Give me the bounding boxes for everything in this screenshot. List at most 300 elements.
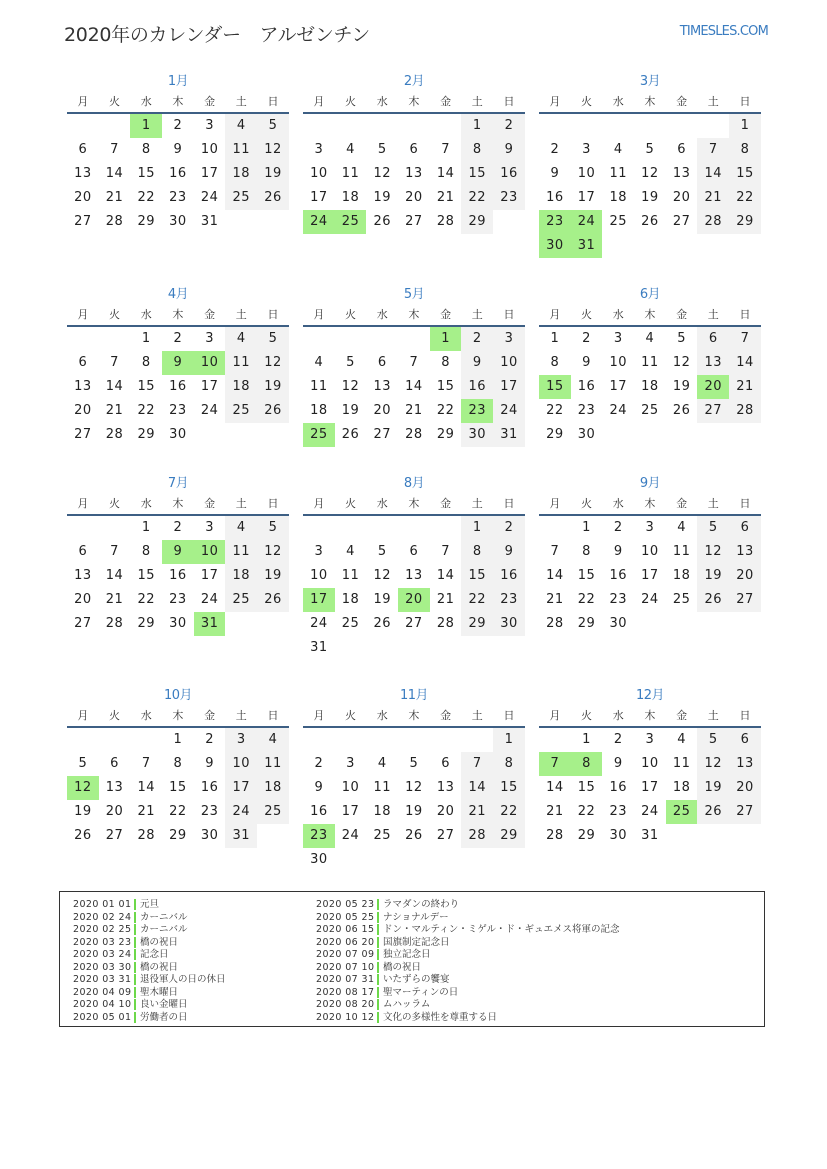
day-cell[interactable]: 23 [303,824,335,848]
day-cell[interactable]: 18 [672,780,691,795]
day-cell[interactable]: 28 [405,427,423,442]
day-cell[interactable]: 17 [310,190,328,205]
day-cell[interactable]: 9 [162,540,194,564]
day-cell[interactable]: 13 [74,568,92,583]
day-cell[interactable]: 15 [137,379,155,394]
day-cell[interactable]: 13 [729,752,761,776]
day-cell[interactable]: 8 [141,142,151,157]
day-cell[interactable]: 2 [173,331,183,346]
day-cell[interactable]: 30 [539,234,571,258]
day-cell[interactable]: 1 [550,331,560,346]
day-cell[interactable]: 4 [613,142,623,157]
day-cell[interactable]: 27 [74,616,92,631]
day-cell[interactable]: 6 [729,728,761,752]
day-cell[interactable]: 15 [461,564,493,588]
day-cell[interactable]: 8 [493,752,525,776]
day-cell[interactable]: 22 [461,186,493,210]
day-cell[interactable]: 5 [257,327,289,351]
day-cell[interactable]: 14 [461,776,493,800]
day-cell[interactable]: 18 [672,568,691,583]
day-cell[interactable]: 17 [303,588,335,612]
day-cell[interactable]: 3 [493,327,525,351]
day-cell[interactable]: 14 [105,568,124,583]
day-cell[interactable]: 7 [441,544,450,559]
day-cell[interactable]: 23 [577,403,596,418]
day-cell[interactable]: 16 [493,162,525,186]
day-cell[interactable]: 14 [697,162,729,186]
day-cell[interactable]: 3 [613,331,623,346]
day-cell[interactable]: 2 [582,331,591,346]
day-cell[interactable]: 10 [493,351,525,375]
day-cell[interactable]: 29 [461,612,493,636]
day-cell[interactable]: 25 [303,423,335,447]
day-cell[interactable]: 16 [493,564,525,588]
day-cell[interactable]: 19 [641,190,659,205]
day-cell[interactable]: 8 [461,138,493,162]
day-cell[interactable]: 11 [225,540,257,564]
day-cell[interactable]: 18 [257,776,289,800]
day-cell[interactable]: 18 [609,190,627,205]
day-cell[interactable]: 1 [173,732,183,747]
day-cell[interactable]: 11 [310,379,328,394]
day-cell[interactable]: 17 [609,379,627,394]
day-cell[interactable]: 31 [310,640,328,655]
day-cell[interactable]: 16 [200,780,219,795]
day-cell[interactable]: 31 [493,423,525,447]
day-cell[interactable]: 28 [105,214,124,229]
day-cell[interactable]: 21 [105,592,124,607]
day-cell[interactable]: 9 [461,351,493,375]
day-cell[interactable]: 26 [74,828,92,843]
day-cell[interactable]: 11 [373,780,391,795]
day-cell[interactable]: 20 [729,564,761,588]
day-cell[interactable]: 5 [697,728,729,752]
day-cell[interactable]: 6 [78,355,88,370]
day-cell[interactable]: 20 [105,804,124,819]
day-cell[interactable]: 18 [641,379,659,394]
day-cell[interactable]: 28 [697,210,729,234]
day-cell[interactable]: 30 [609,828,627,843]
day-cell[interactable]: 4 [225,327,257,351]
day-cell[interactable]: 9 [582,355,591,370]
day-cell[interactable]: 1 [729,114,761,138]
day-cell[interactable]: 10 [225,752,257,776]
day-cell[interactable]: 8 [571,752,603,776]
day-cell[interactable]: 14 [105,166,124,181]
day-cell[interactable]: 6 [441,756,450,771]
day-cell[interactable]: 19 [697,776,729,800]
day-cell[interactable]: 29 [546,427,564,442]
day-cell[interactable]: 15 [539,375,571,399]
day-cell[interactable]: 30 [169,427,187,442]
day-cell[interactable]: 26 [672,403,691,418]
day-cell[interactable]: 19 [257,564,289,588]
day-cell[interactable]: 1 [430,327,462,351]
day-cell[interactable]: 5 [409,756,419,771]
day-cell[interactable]: 1 [582,520,591,535]
day-cell[interactable]: 14 [137,780,155,795]
day-cell[interactable]: 21 [436,190,455,205]
day-cell[interactable]: 9 [205,756,214,771]
day-cell[interactable]: 5 [257,516,289,540]
day-cell[interactable]: 27 [436,828,455,843]
day-cell[interactable]: 23 [493,186,525,210]
day-cell[interactable]: 25 [641,403,659,418]
day-cell[interactable]: 25 [225,399,257,423]
day-cell[interactable]: 15 [729,162,761,186]
day-cell[interactable]: 27 [405,616,423,631]
day-cell[interactable]: 20 [373,403,391,418]
day-cell[interactable]: 3 [314,544,324,559]
day-cell[interactable]: 8 [582,544,591,559]
day-cell[interactable]: 11 [341,568,360,583]
day-cell[interactable]: 19 [257,375,289,399]
day-cell[interactable]: 31 [571,234,603,258]
day-cell[interactable]: 8 [173,756,183,771]
day-cell[interactable]: 4 [314,355,324,370]
day-cell[interactable]: 20 [74,592,92,607]
day-cell[interactable]: 13 [74,379,92,394]
day-cell[interactable]: 3 [225,728,257,752]
day-cell[interactable]: 25 [609,214,627,229]
day-cell[interactable]: 18 [341,592,360,607]
day-cell[interactable]: 11 [672,756,691,771]
day-cell[interactable]: 10 [310,166,328,181]
day-cell[interactable]: 22 [137,592,155,607]
day-cell[interactable]: 27 [729,800,761,824]
day-cell[interactable]: 26 [641,214,659,229]
day-cell[interactable]: 15 [169,780,187,795]
day-cell[interactable]: 6 [409,142,419,157]
day-cell[interactable]: 7 [697,138,729,162]
day-cell[interactable]: 28 [137,828,155,843]
day-cell[interactable]: 8 [141,355,151,370]
day-cell[interactable]: 22 [137,190,155,205]
day-cell[interactable]: 28 [729,399,761,423]
day-cell[interactable]: 12 [405,780,423,795]
day-cell[interactable]: 4 [257,728,289,752]
day-cell[interactable]: 2 [613,732,623,747]
day-cell[interactable]: 25 [225,186,257,210]
day-cell[interactable]: 12 [697,540,729,564]
day-cell[interactable]: 9 [613,544,623,559]
day-cell[interactable]: 2 [613,520,623,535]
day-cell[interactable]: 5 [377,142,387,157]
day-cell[interactable]: 23 [609,804,627,819]
day-cell[interactable]: 5 [377,544,387,559]
day-cell[interactable]: 19 [373,190,391,205]
day-cell[interactable]: 18 [225,162,257,186]
day-cell[interactable]: 4 [645,331,655,346]
day-cell[interactable]: 9 [550,166,560,181]
day-cell[interactable]: 2 [493,516,525,540]
day-cell[interactable]: 4 [225,516,257,540]
day-cell[interactable]: 8 [141,544,151,559]
day-cell[interactable]: 21 [405,403,423,418]
day-cell[interactable]: 25 [225,588,257,612]
day-cell[interactable]: 7 [550,544,560,559]
day-cell[interactable]: 11 [257,752,289,776]
day-cell[interactable]: 7 [110,142,119,157]
day-cell[interactable]: 11 [641,355,659,370]
day-cell[interactable]: 14 [436,568,455,583]
day-cell[interactable]: 25 [257,800,289,824]
day-cell[interactable]: 30 [169,214,187,229]
day-cell[interactable]: 26 [257,399,289,423]
day-cell[interactable]: 15 [577,780,596,795]
day-cell[interactable]: 14 [105,379,124,394]
day-cell[interactable]: 28 [546,616,564,631]
day-cell[interactable]: 1 [141,520,151,535]
day-cell[interactable]: 24 [303,210,335,234]
day-cell[interactable]: 16 [577,379,596,394]
day-cell[interactable]: 15 [461,162,493,186]
day-cell[interactable]: 22 [137,403,155,418]
day-cell[interactable]: 21 [729,375,761,399]
day-cell[interactable]: 17 [200,568,219,583]
day-cell[interactable]: 24 [641,592,659,607]
day-cell[interactable]: 31 [194,612,226,636]
day-cell[interactable]: 24 [571,210,603,234]
day-cell[interactable]: 4 [225,114,257,138]
day-cell[interactable]: 21 [697,186,729,210]
day-cell[interactable]: 11 [341,166,360,181]
day-cell[interactable]: 28 [461,824,493,848]
day-cell[interactable]: 16 [461,375,493,399]
day-cell[interactable]: 23 [609,592,627,607]
day-cell[interactable]: 17 [493,375,525,399]
day-cell[interactable]: 12 [257,138,289,162]
day-cell[interactable]: 2 [205,732,214,747]
day-cell[interactable]: 26 [257,186,289,210]
day-cell[interactable]: 28 [436,616,455,631]
day-cell[interactable]: 14 [436,166,455,181]
day-cell[interactable]: 15 [493,776,525,800]
day-cell[interactable]: 22 [436,403,455,418]
day-cell[interactable]: 16 [609,780,627,795]
day-cell[interactable]: 17 [200,166,219,181]
day-cell[interactable]: 10 [641,756,659,771]
day-cell[interactable]: 26 [373,616,391,631]
day-cell[interactable]: 31 [225,824,257,848]
day-cell[interactable]: 4 [346,544,355,559]
day-cell[interactable]: 19 [257,162,289,186]
day-cell[interactable]: 13 [436,780,455,795]
day-cell[interactable]: 24 [225,800,257,824]
day-cell[interactable]: 29 [169,828,187,843]
day-cell[interactable]: 4 [377,756,387,771]
day-cell[interactable]: 14 [729,351,761,375]
day-cell[interactable]: 15 [436,379,455,394]
day-cell[interactable]: 27 [672,214,691,229]
day-cell[interactable]: 25 [341,616,360,631]
day-cell[interactable]: 6 [377,355,387,370]
day-cell[interactable]: 1 [461,114,493,138]
day-cell[interactable]: 10 [200,142,219,157]
day-cell[interactable]: 22 [546,403,564,418]
day-cell[interactable]: 1 [461,516,493,540]
day-cell[interactable]: 12 [641,166,659,181]
day-cell[interactable]: 10 [310,568,328,583]
day-cell[interactable]: 10 [641,544,659,559]
day-cell[interactable]: 21 [105,403,124,418]
day-cell[interactable]: 28 [546,828,564,843]
day-cell[interactable]: 30 [169,616,187,631]
day-cell[interactable]: 16 [169,568,187,583]
day-cell[interactable]: 3 [205,118,214,133]
day-cell[interactable]: 4 [346,142,355,157]
day-cell[interactable]: 13 [729,540,761,564]
day-cell[interactable]: 29 [137,214,155,229]
day-cell[interactable]: 19 [405,804,423,819]
day-cell[interactable]: 20 [697,375,729,399]
day-cell[interactable]: 26 [341,427,360,442]
day-cell[interactable]: 12 [373,568,391,583]
day-cell[interactable]: 23 [200,804,219,819]
day-cell[interactable]: 1 [493,728,525,752]
day-cell[interactable]: 6 [729,516,761,540]
day-cell[interactable]: 12 [257,351,289,375]
day-cell[interactable]: 10 [577,166,596,181]
day-cell[interactable]: 17 [200,379,219,394]
day-cell[interactable]: 6 [677,142,686,157]
day-cell[interactable]: 26 [697,800,729,824]
day-cell[interactable]: 2 [493,114,525,138]
day-cell[interactable]: 30 [493,612,525,636]
day-cell[interactable]: 13 [697,351,729,375]
day-cell[interactable]: 22 [729,186,761,210]
day-cell[interactable]: 20 [672,190,691,205]
day-cell[interactable]: 7 [141,756,151,771]
day-cell[interactable]: 25 [672,592,691,607]
day-cell[interactable]: 24 [641,804,659,819]
day-cell[interactable]: 12 [697,752,729,776]
day-cell[interactable]: 24 [493,399,525,423]
day-cell[interactable]: 18 [225,375,257,399]
day-cell[interactable]: 10 [194,351,226,375]
day-cell[interactable]: 17 [341,804,360,819]
day-cell[interactable]: 2 [173,520,183,535]
day-cell[interactable]: 29 [577,828,596,843]
day-cell[interactable]: 28 [436,214,455,229]
day-cell[interactable]: 21 [105,190,124,205]
day-cell[interactable]: 27 [74,427,92,442]
day-cell[interactable]: 4 [677,732,686,747]
day-cell[interactable]: 29 [461,210,493,234]
day-cell[interactable]: 30 [461,423,493,447]
day-cell[interactable]: 12 [373,166,391,181]
day-cell[interactable]: 17 [225,776,257,800]
day-cell[interactable]: 6 [409,544,419,559]
day-cell[interactable]: 13 [74,166,92,181]
day-cell[interactable]: 1 [141,331,151,346]
day-cell[interactable]: 2 [173,118,183,133]
day-cell[interactable]: 3 [645,732,655,747]
day-cell[interactable]: 27 [373,427,391,442]
day-cell[interactable]: 30 [200,828,219,843]
day-cell[interactable]: 9 [314,780,324,795]
day-cell[interactable]: 6 [78,544,88,559]
day-cell[interactable]: 29 [729,210,761,234]
day-cell[interactable]: 12 [341,379,360,394]
day-cell[interactable]: 29 [137,427,155,442]
day-cell[interactable]: 27 [405,214,423,229]
site-logo[interactable]: TIMESLES.COM [679,24,768,39]
day-cell[interactable]: 15 [137,166,155,181]
day-cell[interactable]: 20 [436,804,455,819]
day-cell[interactable]: 16 [546,190,564,205]
day-cell[interactable]: 19 [341,403,360,418]
day-cell[interactable]: 6 [697,327,729,351]
day-cell[interactable]: 22 [169,804,187,819]
day-cell[interactable]: 8 [461,540,493,564]
day-cell[interactable]: 16 [169,166,187,181]
day-cell[interactable]: 14 [405,379,423,394]
day-cell[interactable]: 3 [314,142,324,157]
day-cell[interactable]: 7 [409,355,419,370]
day-cell[interactable]: 22 [493,800,525,824]
day-cell[interactable]: 13 [405,166,423,181]
day-cell[interactable]: 7 [461,752,493,776]
day-cell[interactable]: 10 [194,540,226,564]
day-cell[interactable]: 26 [697,588,729,612]
day-cell[interactable]: 18 [310,403,328,418]
day-cell[interactable]: 24 [200,403,219,418]
day-cell[interactable]: 19 [74,804,92,819]
day-cell[interactable]: 24 [310,616,328,631]
day-cell[interactable]: 19 [373,592,391,607]
day-cell[interactable]: 24 [200,592,219,607]
day-cell[interactable]: 25 [335,210,367,234]
day-cell[interactable]: 22 [461,588,493,612]
day-cell[interactable]: 16 [609,568,627,583]
day-cell[interactable]: 11 [609,166,627,181]
day-cell[interactable]: 27 [105,828,124,843]
day-cell[interactable]: 10 [609,355,627,370]
day-cell[interactable]: 17 [641,780,659,795]
day-cell[interactable]: 2 [550,142,560,157]
day-cell[interactable]: 9 [173,142,183,157]
day-cell[interactable]: 13 [373,379,391,394]
day-cell[interactable]: 26 [405,828,423,843]
day-cell[interactable]: 13 [405,568,423,583]
day-cell[interactable]: 1 [130,114,162,138]
day-cell[interactable]: 19 [697,564,729,588]
day-cell[interactable]: 29 [137,616,155,631]
day-cell[interactable]: 6 [110,756,119,771]
day-cell[interactable]: 14 [546,780,564,795]
day-cell[interactable]: 5 [78,756,88,771]
day-cell[interactable]: 1 [582,732,591,747]
day-cell[interactable]: 5 [257,114,289,138]
day-cell[interactable]: 23 [461,399,493,423]
day-cell[interactable]: 31 [641,828,659,843]
day-cell[interactable]: 23 [169,592,187,607]
day-cell[interactable]: 29 [493,824,525,848]
day-cell[interactable]: 3 [582,142,591,157]
day-cell[interactable]: 7 [441,142,450,157]
day-cell[interactable]: 23 [169,190,187,205]
day-cell[interactable]: 21 [137,804,155,819]
day-cell[interactable]: 20 [74,403,92,418]
day-cell[interactable]: 18 [373,804,391,819]
day-cell[interactable]: 10 [341,780,360,795]
day-cell[interactable]: 31 [200,214,219,229]
day-cell[interactable]: 3 [205,331,214,346]
day-cell[interactable]: 17 [641,568,659,583]
day-cell[interactable]: 9 [493,540,525,564]
day-cell[interactable]: 24 [200,190,219,205]
